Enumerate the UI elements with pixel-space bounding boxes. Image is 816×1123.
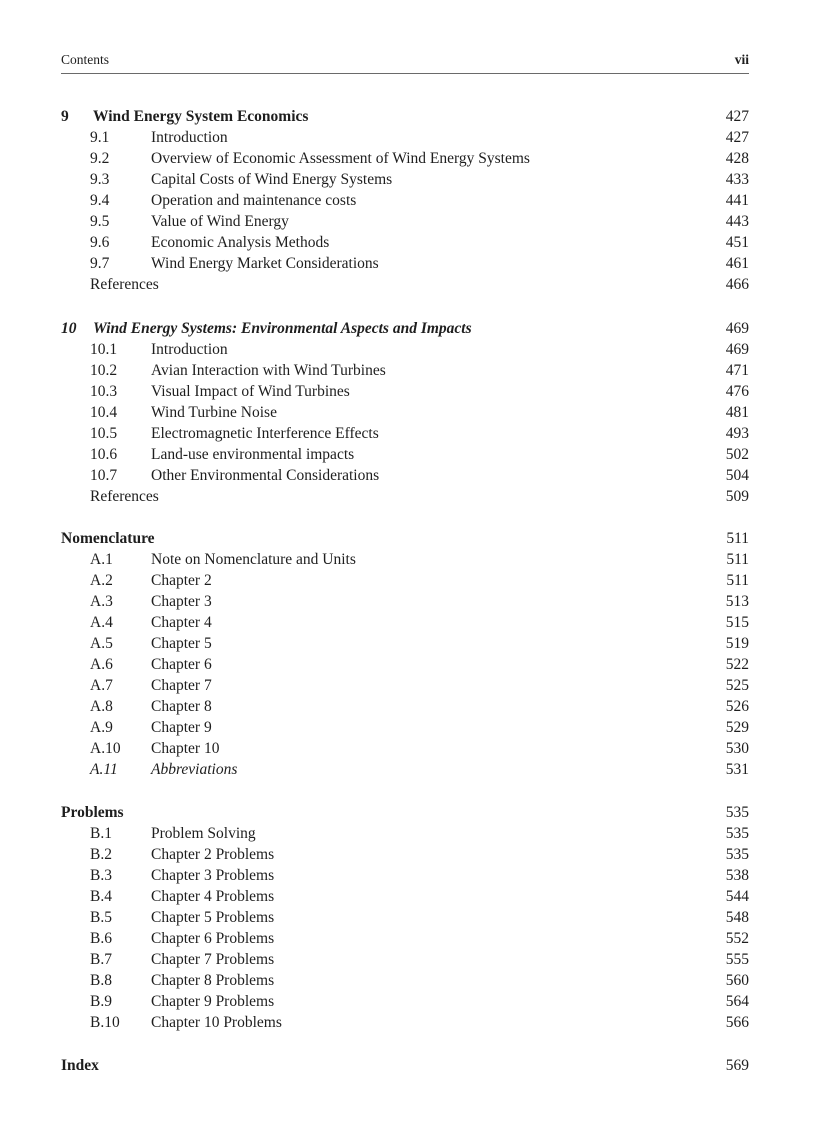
toc-entry[interactable] [61,612,749,633]
chapter-heading[interactable] [61,106,749,127]
appendix-title: Problems [61,804,124,821]
index-heading[interactable] [61,1055,749,1076]
section-number: B.6 [90,930,112,947]
section-number: 9.6 [90,234,110,251]
section-title: Chapter 7 [151,677,212,694]
page-number: 511 [726,530,749,547]
toc-entry[interactable] [61,823,749,844]
section-title: Chapter 2 Problems [151,846,275,863]
section-title: Chapter 2 [151,572,212,589]
section-title: Overview of Economic Assessment of Wind Energy Systems [151,150,530,167]
section-number: 10.7 [90,467,118,484]
section-title: Chapter 5 [151,635,212,652]
page-number: 530 [725,740,749,757]
running-head-title: Contents [61,52,110,67]
section-title: Chapter 9 [151,719,212,736]
toc-entry[interactable] [61,907,749,928]
section-title: Chapter 8 Problems [151,972,275,989]
page-number: 511 [726,572,749,589]
section-title: Chapter 3 [151,593,212,610]
running-head [61,52,749,72]
section-number: 10.3 [90,383,118,400]
section-number: 9.2 [90,150,110,167]
toc-entry[interactable] [61,1012,749,1033]
section-number: A.10 [90,740,121,757]
section-number: B.10 [90,1014,120,1031]
page-number: 564 [725,993,749,1010]
page-number: 535 [725,846,749,863]
toc-entry[interactable] [61,549,749,570]
section-title: Introduction [151,129,228,146]
section-number: B.7 [90,951,112,968]
toc-entry[interactable] [61,928,749,949]
section-title: Introduction [151,341,228,358]
toc-entry[interactable] [61,148,749,169]
page-number: 441 [725,192,749,209]
section-number: 10.6 [90,446,118,463]
section-number: A.8 [90,698,113,715]
section-number: B.3 [90,867,112,884]
page-number: 502 [725,446,749,463]
section-number: A.1 [90,551,113,568]
toc-entry[interactable] [61,465,749,486]
page-number: 555 [725,951,749,968]
header-rule [61,73,749,74]
toc-problems [61,802,749,1033]
references-title: References [90,276,159,293]
toc-index [61,1055,749,1076]
toc-entry[interactable] [61,696,749,717]
section-number: 9.4 [90,192,110,209]
page-number: 535 [725,804,749,821]
section-title: Problem Solving [151,825,256,842]
section-number: A.7 [90,677,113,694]
toc-entry[interactable] [61,844,749,865]
section-number: A.9 [90,719,113,736]
section-number: B.5 [90,909,112,926]
page-number: 481 [725,404,749,421]
toc-entry[interactable] [61,570,749,591]
toc-entry[interactable] [61,654,749,675]
page-number: 566 [725,1014,749,1031]
section-title: Chapter 6 Problems [151,930,275,947]
page-number-roman: vii [734,52,749,67]
section-title: Chapter 7 Problems [151,951,275,968]
toc-entry[interactable] [61,759,749,780]
appendix-heading[interactable] [61,528,749,549]
section-title: Wind Energy Market Considerations [151,255,379,272]
toc-entry[interactable] [61,211,749,232]
section-title: Chapter 10 Problems [151,1014,282,1031]
page-number: 504 [725,467,749,484]
page-number: 522 [725,656,749,673]
section-number: 10.1 [90,341,118,358]
page-number: 544 [725,888,749,905]
index-title: Index [61,1057,99,1074]
section-number: B.1 [90,825,112,842]
section-number: B.4 [90,888,112,905]
section-number: B.2 [90,846,112,863]
section-number: A.3 [90,593,113,610]
section-title: Chapter 4 [151,614,212,631]
page-number: 443 [725,213,749,230]
page-number: 569 [725,1057,749,1074]
toc-entry[interactable] [61,865,749,886]
page-number: 427 [725,108,749,125]
page-number: 469 [725,341,749,358]
section-title: Visual Impact of Wind Turbines [151,383,350,400]
toc-entry[interactable] [61,949,749,970]
page-number: 552 [725,930,749,947]
page-number: 433 [725,171,749,188]
section-title: Chapter 9 Problems [151,993,275,1010]
page-number: 525 [725,677,749,694]
section-number: 9.1 [90,129,110,146]
section-title: Capital Costs of Wind Energy Systems [151,171,393,188]
page-number: 535 [725,825,749,842]
section-title: Wind Turbine Noise [151,404,277,421]
section-number: 9.7 [90,255,110,272]
chapter-title: Wind Energy Systems: Environmental Aspects and Impacts [93,320,472,337]
toc-entry[interactable] [61,360,749,381]
page-number: 560 [725,972,749,989]
section-number: B.8 [90,972,112,989]
toc-entry[interactable] [61,232,749,253]
section-title: Chapter 6 [151,656,212,673]
section-number: 9.3 [90,171,110,188]
section-title: Chapter 8 [151,698,212,715]
chapter-heading[interactable] [61,318,749,339]
toc-entry[interactable] [61,339,749,360]
toc-references[interactable] [61,486,749,507]
section-number: B.9 [90,993,112,1010]
toc-references[interactable] [61,274,749,295]
section-title: Chapter 4 Problems [151,888,275,905]
toc-entry[interactable] [61,402,749,423]
section-title: Chapter 3 Problems [151,867,275,884]
page-number: 428 [725,150,749,167]
page-number: 515 [725,614,749,631]
page-number: 509 [725,488,749,505]
section-title: Economic Analysis Methods [151,234,330,251]
section-number: A.11 [90,761,118,778]
page-number: 513 [725,593,749,610]
chapter-title: Wind Energy System Economics [93,108,309,125]
page-number: 519 [725,635,749,652]
section-number: A.5 [90,635,113,652]
section-title: Chapter 10 [151,740,220,757]
toc-entry[interactable] [61,169,749,190]
appendix-title: Nomenclature [61,530,155,547]
page-number: 538 [725,867,749,884]
section-title: Chapter 5 Problems [151,909,275,926]
section-title: Electromagnetic Interference Effects [151,425,379,442]
page-number: 469 [725,320,749,337]
page-number: 493 [725,425,749,442]
toc-entry[interactable] [61,381,749,402]
toc-nomenclature [61,528,749,780]
page-number: 526 [725,698,749,715]
section-number: A.2 [90,572,113,589]
toc-entry[interactable] [61,675,749,696]
section-number: 9.5 [90,213,110,230]
appendix-heading[interactable] [61,802,749,823]
chapter-number: 9 [61,108,69,125]
toc-entry[interactable] [61,717,749,738]
page-number: 466 [725,276,749,293]
toc-entry[interactable] [61,127,749,148]
toc-entry[interactable] [61,991,749,1012]
page-number: 427 [725,129,749,146]
page-number: 511 [726,551,749,568]
toc-entry[interactable] [61,633,749,654]
section-title: Land-use environmental impacts [151,446,355,463]
page-number: 529 [725,719,749,736]
page-number: 471 [725,362,749,379]
toc-entry[interactable] [61,591,749,612]
toc-entry[interactable] [61,423,749,444]
page-number: 548 [725,909,749,926]
section-title: Avian Interaction with Wind Turbines [151,362,386,379]
section-title: Value of Wind Energy [151,213,289,230]
section-number: 10.4 [90,404,118,421]
chapter-number: 10 [61,320,77,337]
section-number: 10.5 [90,425,118,442]
section-title: Abbreviations [151,761,238,778]
references-title: References [90,488,159,505]
page-number: 461 [725,255,749,272]
toc-chapter-10 [61,318,749,507]
page-number: 476 [725,383,749,400]
toc-entry[interactable] [61,738,749,759]
toc-entry[interactable] [61,886,749,907]
page-number: 531 [725,761,749,778]
section-number: 10.2 [90,362,118,379]
section-number: A.4 [90,614,113,631]
page-number: 451 [725,234,749,251]
section-title: Operation and maintenance costs [151,192,357,209]
section-number: A.6 [90,656,113,673]
toc-entry[interactable] [61,190,749,211]
toc-entry[interactable] [61,970,749,991]
section-title: Other Environmental Considerations [151,467,380,484]
toc-chapter-9 [61,106,749,295]
section-title: Note on Nomenclature and Units [151,551,356,568]
toc-entry[interactable] [61,253,749,274]
toc-entry[interactable] [61,444,749,465]
